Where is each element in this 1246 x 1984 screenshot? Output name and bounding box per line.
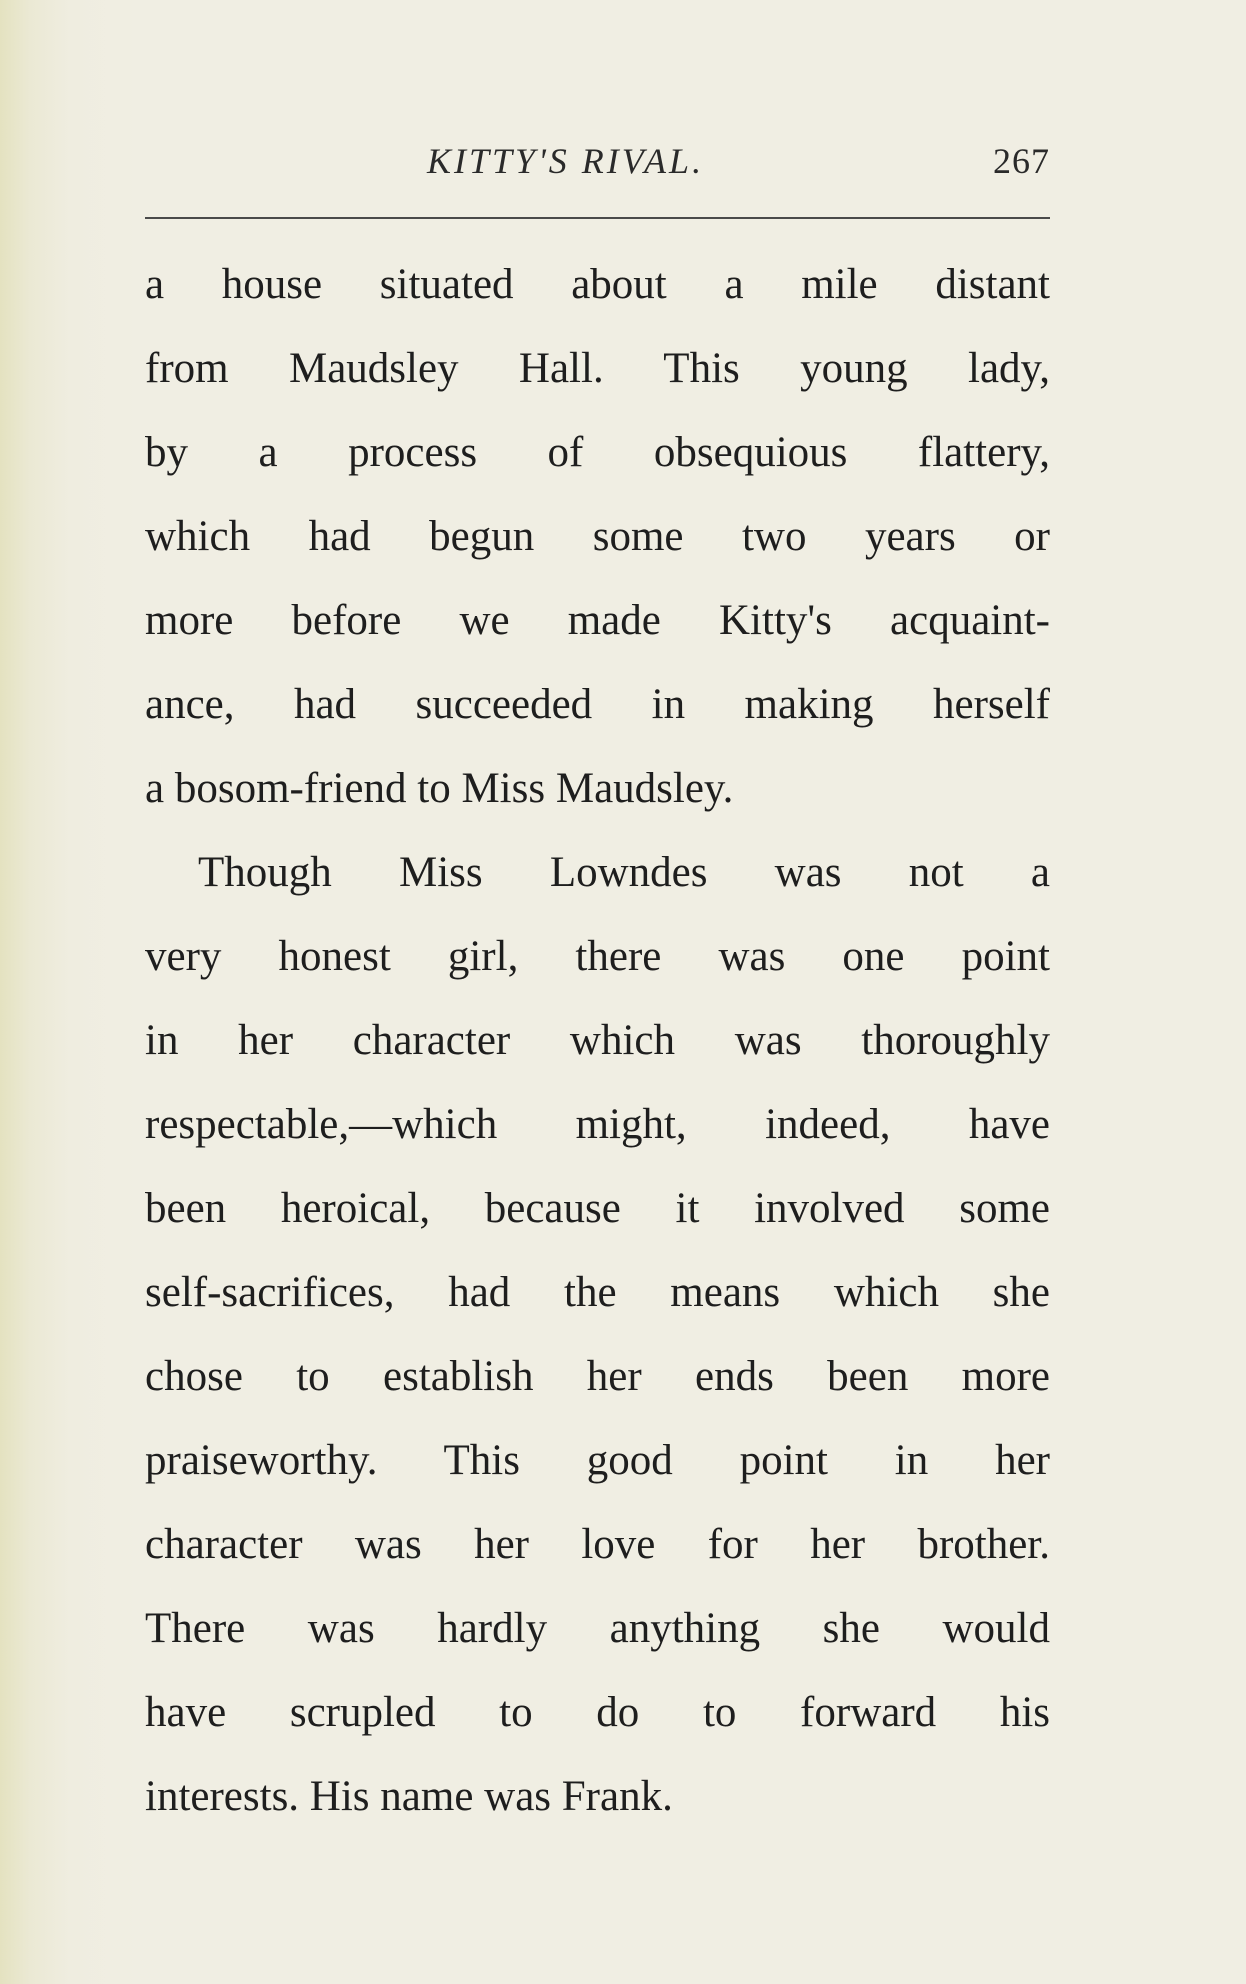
text-line: have scrupled to do to forward his bbox=[145, 1689, 1050, 1736]
header-rule bbox=[145, 217, 1050, 219]
text-line: more before we made Kitty's acquaint- bbox=[145, 597, 1050, 644]
text-line: character was her love for her brother. bbox=[145, 1521, 1050, 1568]
text-line: from Maudsley Hall. This young lady, bbox=[145, 345, 1050, 392]
text-line: chose to establish her ends been more bbox=[145, 1353, 1050, 1400]
text-line: a bosom-friend to Miss Maudsley. bbox=[145, 765, 734, 812]
text-line: been heroical, because it involved some bbox=[145, 1185, 1050, 1232]
text-line: a house situated about a mile distant bbox=[145, 261, 1050, 308]
text-line: interests. His name was Frank. bbox=[145, 1773, 673, 1820]
text-line: which had begun some two years or bbox=[145, 513, 1050, 560]
text-line: self-sacrifices, had the means which she bbox=[145, 1269, 1050, 1316]
running-title: KITTY'S RIVAL. bbox=[427, 141, 705, 181]
running-header bbox=[145, 140, 1050, 190]
text-line: There was hardly anything she would bbox=[145, 1605, 1050, 1652]
text-line: by a process of obsequious flattery, bbox=[145, 429, 1050, 476]
text-line: in her character which was thoroughly bbox=[145, 1017, 1050, 1064]
text-line: ance, had succeeded in making herself bbox=[145, 681, 1050, 728]
text-line: very honest girl, there was one point bbox=[145, 933, 1050, 980]
text-line: respectable,—which might, indeed, have bbox=[145, 1101, 1050, 1148]
text-line: praiseworthy. This good point in her bbox=[145, 1437, 1050, 1484]
page-number: 267 bbox=[993, 141, 1050, 181]
body-text bbox=[145, 255, 1050, 1851]
text-line: Though Miss Lowndes was not a bbox=[198, 849, 1050, 896]
